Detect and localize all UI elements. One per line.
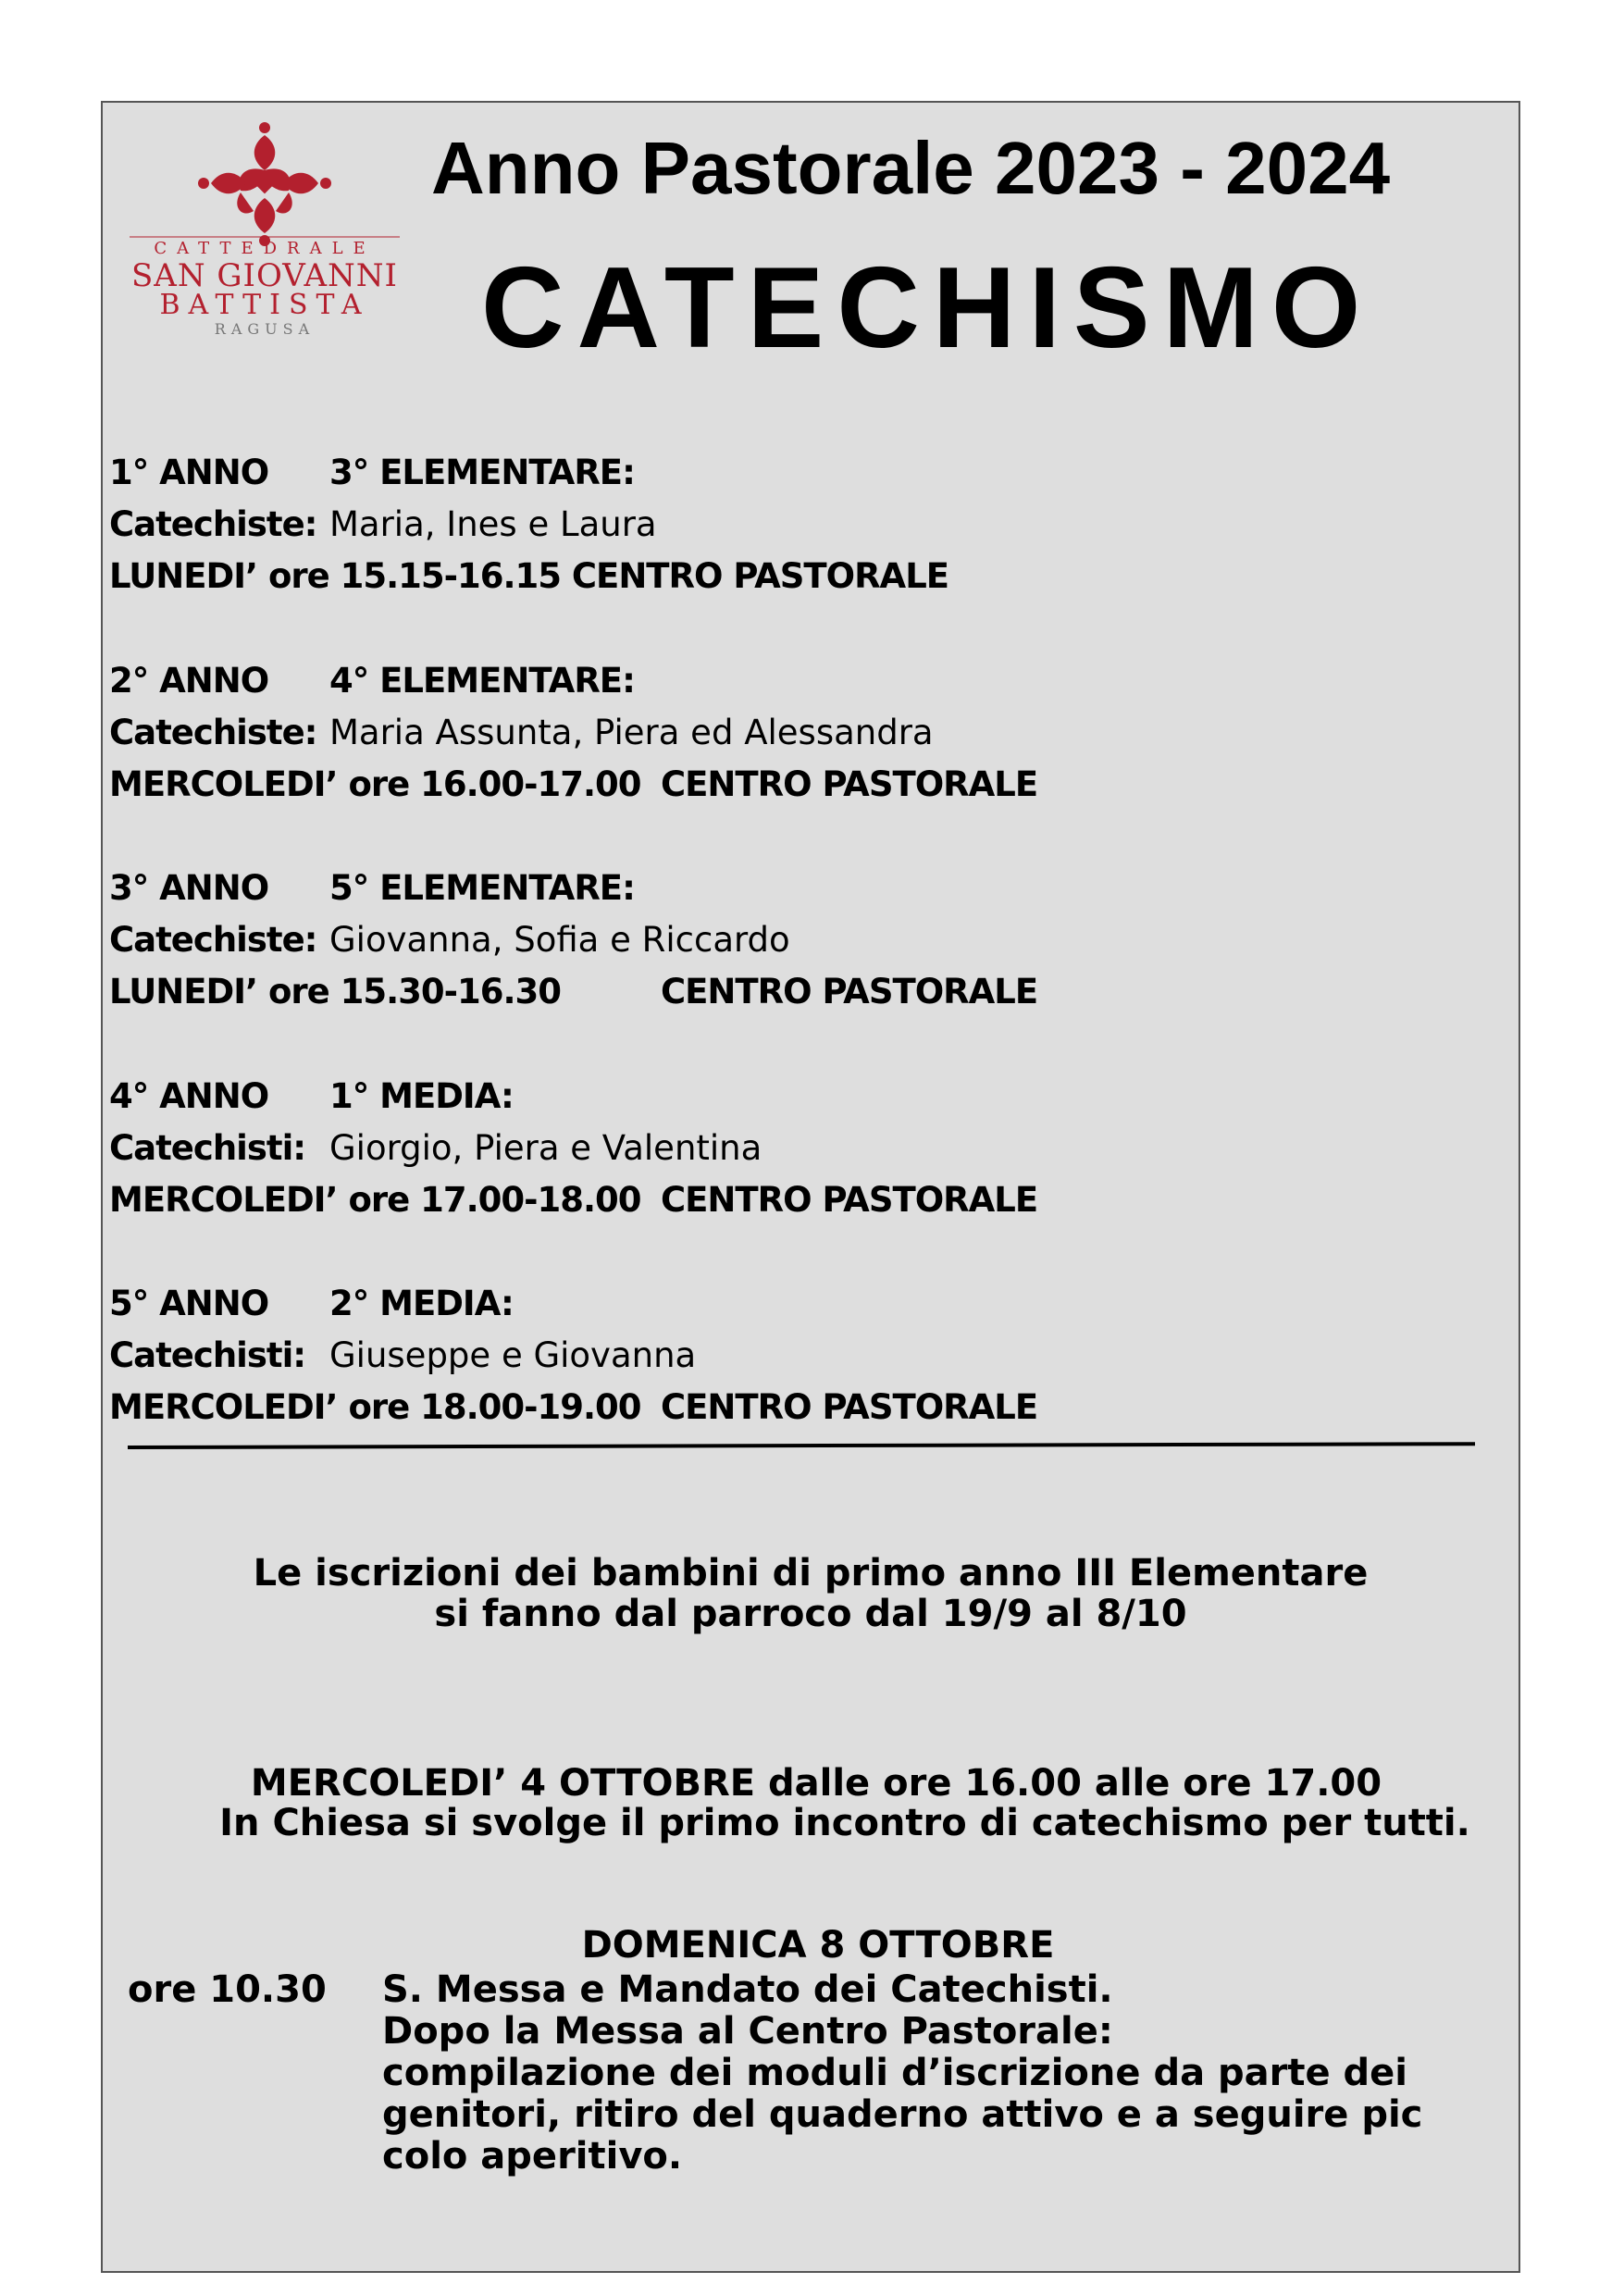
group-label: Catechiste: [109,713,317,752]
sunday-heading: DOMENICA 8 OTTOBRE [581,1924,1055,1967]
group-4-catechist-row [109,1128,762,1168]
group-anno: 2° ANNO [109,661,269,701]
group-1-anno-row [109,453,635,492]
group-place: CENTRO PASTORALE [661,972,1038,1011]
first-meeting-line-2: In Chiesa si svolge il primo incontro di catechismo per tutti. [219,1802,1470,1844]
group-anno: 4° ANNO [109,1076,269,1116]
group-5-anno-row [109,1284,514,1323]
logo-text-san-giovanni: SAN GIOVANNI [130,257,398,294]
group-names: Giuseppe e Giovanna [329,1335,697,1375]
group-2-schedule-row [109,764,1038,804]
group-label: Catechisti: [109,1335,306,1375]
logo-text-cattedrale: CATTEDRALE [154,239,376,258]
sunday-line: S. Messa e Mandato dei Catechisti. [382,1968,1113,2011]
group-anno: 5° ANNO [109,1284,269,1323]
group-place: CENTRO PASTORALE [661,1180,1038,1220]
group-5-catechist-row [109,1335,697,1375]
group-names: Giovanna, Sofia e Riccardo [329,920,790,960]
group-3-anno-row [109,868,635,908]
sunday-line: compilazione dei moduli d’iscrizione da parte dei [382,2052,1407,2094]
page-title: Anno Pastorale 2023 - 2024 [431,127,1391,209]
group-classe: 2° MEDIA: [329,1284,514,1323]
group-2-anno-row [109,661,635,701]
group-place: CENTRO PASTORALE [661,764,1038,804]
group-classe: 1° MEDIA: [329,1076,514,1116]
group-label: Catechiste: [109,920,317,960]
group-label: Catechisti: [109,1128,306,1168]
sunday-line: Dopo la Messa al Centro Pastorale: [382,2010,1113,2053]
group-1-schedule-row [109,556,949,596]
group-classe: 3° ELEMENTARE: [329,453,635,492]
group-day: MERCOLEDI’ ore 18.00-19.00 [109,1387,641,1427]
group-names: Maria Assunta, Piera ed Alessandra [329,713,934,752]
group-names: Giorgio, Piera e Valentina [329,1128,762,1168]
group-3-catechist-row [109,920,790,960]
group-day: LUNEDI’ ore 15.15-16.15 CENTRO PASTORALE [109,556,949,596]
group-2-catechist-row [109,713,934,752]
notice-line-2: si fanno dal parroco dal 19/9 al 8/10 [434,1593,1187,1635]
group-3-schedule-row [109,972,1038,1011]
logo-text-ragusa: RAGUSA [214,320,316,338]
group-4-schedule-row [109,1180,1038,1220]
group-place: CENTRO PASTORALE [661,1387,1038,1427]
group-4-anno-row [109,1076,514,1116]
group-anno: 3° ANNO [109,868,269,908]
group-names: Maria, Ines e Laura [329,504,657,544]
sunday-time: ore 10.30 [128,1968,327,2011]
group-5-schedule-row [109,1387,1038,1427]
group-label: Catechiste: [109,504,317,544]
group-classe: 4° ELEMENTARE: [329,661,635,701]
group-classe: 5° ELEMENTARE: [329,868,635,908]
notice-line-1: Le iscrizioni dei bambini di primo anno III Elementare [253,1552,1369,1595]
group-anno: 1° ANNO [109,453,269,492]
group-day: MERCOLEDI’ ore 16.00-17.00 [109,764,641,804]
group-1-catechist-row [109,504,657,544]
page-subtitle: CATECHISMO [481,244,1374,372]
first-meeting-line-1: MERCOLEDI’ 4 OTTOBRE dalle ore 16.00 alle ore 17.00 [250,1762,1382,1805]
group-day: MERCOLEDI’ ore 17.00-18.00 [109,1180,641,1220]
sunday-line: genitori, ritiro del quaderno attivo e a seguire pic [382,2093,1423,2136]
logo-text-battista: BATTISTA [159,289,370,321]
group-day: LUNEDI’ ore 15.30-16.30 [109,972,562,1011]
sunday-line: colo aperitivo. [382,2135,683,2178]
